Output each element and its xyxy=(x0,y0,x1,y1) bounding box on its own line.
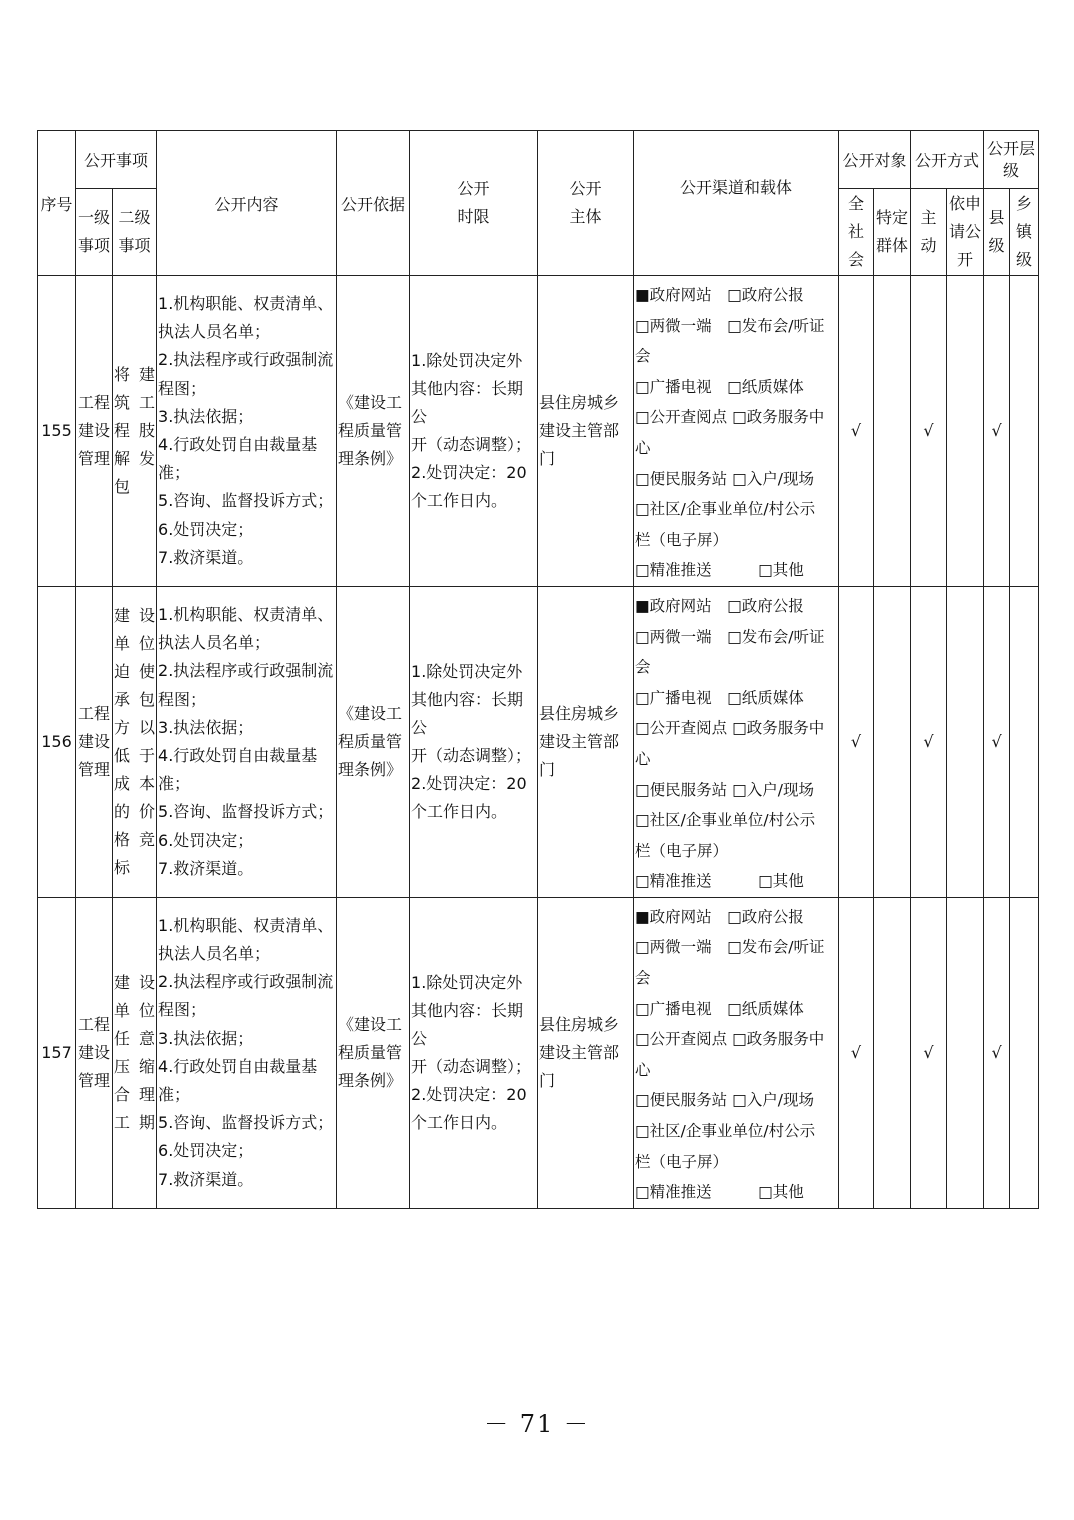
row-level-township xyxy=(1010,586,1039,897)
row-basis: 《建设工 程质量管 理条例》 xyxy=(337,897,410,1208)
row-target-specific xyxy=(874,276,911,587)
row-method-apply xyxy=(947,276,984,587)
row-basis: 《建设工 程质量管 理条例》 xyxy=(337,276,410,587)
row-method-active: √ xyxy=(911,276,947,587)
header-content: 公开内容 xyxy=(157,131,337,276)
row-target-all: √ xyxy=(839,586,874,897)
row-subject: 县住房城乡 建设主管部 门 xyxy=(538,586,634,897)
row-channels: ■政府网站 □政府公报 □两微一端 □发布会/听证 会 □广播电视 □纸质媒体 □公开查阅点 □政务服务中 心 □便民服务站 □入户/现场 □社区/企事业单位/村公示 栏（电子屏） □精准推送 □其他 xyxy=(634,897,839,1208)
header-level-township: 乡 镇 级 xyxy=(1010,189,1039,276)
row-time-limit: 1.除处罚决定外 其他内容：长期公 开（动态调整）； 2.处罚决定：20 个工作日内。 xyxy=(410,276,538,587)
row-level-county: √ xyxy=(984,586,1010,897)
header-target: 公开对象 xyxy=(839,131,911,189)
header-method-apply: 依申 请公 开 xyxy=(947,189,984,276)
row-method-active: √ xyxy=(911,586,947,897)
page-number: － 71 － xyxy=(484,1410,590,1438)
row-subject: 县住房城乡 建设主管部 门 xyxy=(538,897,634,1208)
header-level: 公开层 级 xyxy=(984,131,1039,189)
row-basis: 《建设工 程质量管 理条例》 xyxy=(337,586,410,897)
header-target-all: 全 社 会 xyxy=(839,189,874,276)
header-subject: 公开 主体 xyxy=(538,131,634,276)
row-target-all: √ xyxy=(839,276,874,587)
header-method: 公开方式 xyxy=(911,131,984,189)
header-level2: 二级 事项 xyxy=(113,189,157,276)
row-channels: ■政府网站 □政府公报 □两微一端 □发布会/听证 会 □广播电视 □纸质媒体 □公开查阅点 □政务服务中 心 □便民服务站 □入户/现场 □社区/企事业单位/村公示 栏（电子屏） □精准推送 □其他 xyxy=(634,276,839,587)
row-time-limit: 1.除处罚决定外 其他内容：长期公 开（动态调整）； 2.处罚决定：20 个工作日内。 xyxy=(410,897,538,1208)
row-level-county: √ xyxy=(984,897,1010,1208)
header-matter: 公开事项 xyxy=(76,131,157,189)
header-level-county: 县 级 xyxy=(984,189,1010,276)
row-target-specific xyxy=(874,586,911,897)
header-row-1 xyxy=(38,131,1039,189)
row-level1: 工程 建设 管理 xyxy=(76,276,113,587)
header-method-active: 主 动 xyxy=(911,189,947,276)
header-seq: 序号 xyxy=(38,131,76,276)
row-channels: ■政府网站 □政府公报 □两微一端 □发布会/听证 会 □广播电视 □纸质媒体 □公开查阅点 □政务服务中 心 □便民服务站 □入户/现场 □社区/企事业单位/村公示 栏（电子屏） □精准推送 □其他 xyxy=(634,586,839,897)
row-level2: 建设 单位 任意 压缩 合理 工期 xyxy=(113,897,157,1208)
row-level-township xyxy=(1010,897,1039,1208)
row-level1: 工程 建设 管理 xyxy=(76,586,113,897)
row-level1: 工程 建设 管理 xyxy=(76,897,113,1208)
row-method-active: √ xyxy=(911,897,947,1208)
row-content: 1.机构职能、权责清单、 执法人员名单； 2.执法程序或行政强制流 程图； 3.执法依据； 4.行政处罚自由裁量基 准； 5.咨询、监督投诉方式； 6.处罚决定； 7.救济渠道。 xyxy=(157,897,337,1208)
row-content: 1.机构职能、权责清单、 执法人员名单； 2.执法程序或行政强制流 程图； 3.执法依据； 4.行政处罚自由裁量基 准； 5.咨询、监督投诉方式； 6.处罚决定； 7.救济渠道。 xyxy=(157,586,337,897)
row-level-township xyxy=(1010,276,1039,587)
row-seq: 157 xyxy=(38,897,76,1208)
row-subject: 县住房城乡 建设主管部 门 xyxy=(538,276,634,587)
table-row xyxy=(38,897,1039,1208)
row-time-limit: 1.除处罚决定外 其他内容：长期公 开（动态调整）； 2.处罚决定：20 个工作日内。 xyxy=(410,586,538,897)
header-time-limit: 公开 时限 xyxy=(410,131,538,276)
header-channels: 公开渠道和载体 xyxy=(634,131,839,276)
row-target-all: √ xyxy=(839,897,874,1208)
row-content: 1.机构职能、权责清单、 执法人员名单； 2.执法程序或行政强制流 程图； 3.执法依据； 4.行政处罚自由裁量基 准； 5.咨询、监督投诉方式； 6.处罚决定； 7.救济渠道。 xyxy=(157,276,337,587)
row-level2: 建设 单位 迫使 承包 方以 低于 成本 的价 格竞 标 xyxy=(113,586,157,897)
row-level-county: √ xyxy=(984,276,1010,587)
table-row xyxy=(38,276,1039,587)
header-basis: 公开依据 xyxy=(337,131,410,276)
row-level2: 将建 筑工 程肢 解发 包 xyxy=(113,276,157,587)
row-method-apply xyxy=(947,897,984,1208)
row-seq: 155 xyxy=(38,276,76,587)
row-method-apply xyxy=(947,586,984,897)
row-seq: 156 xyxy=(38,586,76,897)
table-row xyxy=(38,586,1039,897)
row-target-specific xyxy=(874,897,911,1208)
header-target-specific: 特定 群体 xyxy=(874,189,911,276)
disclosure-table xyxy=(37,130,1039,1209)
header-level1: 一级 事项 xyxy=(76,189,113,276)
